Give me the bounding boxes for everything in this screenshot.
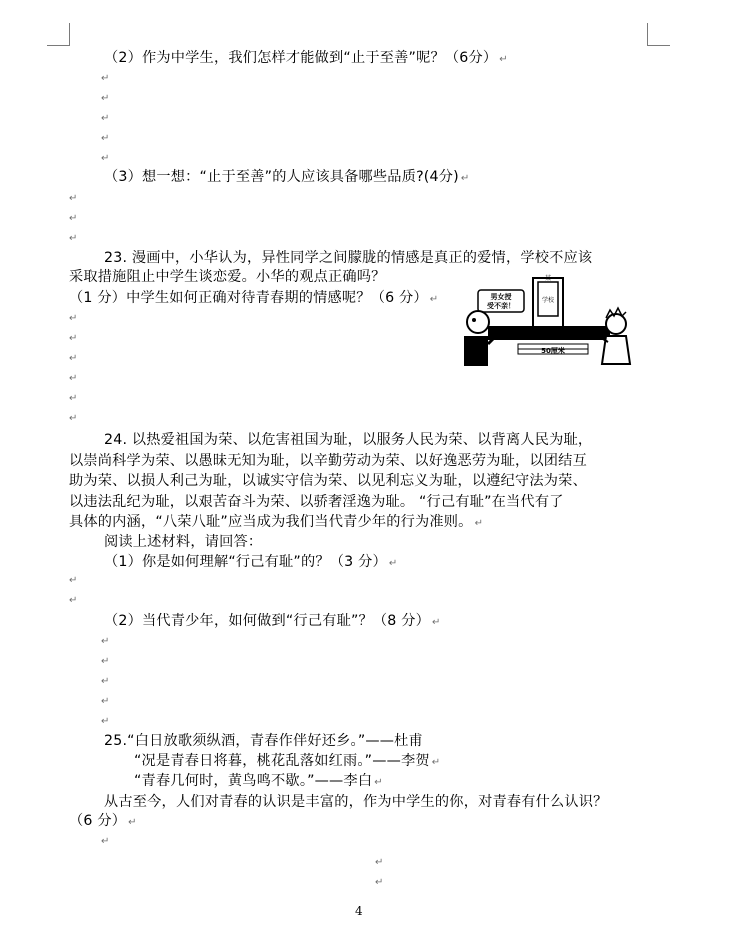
paragraph-mark-icon xyxy=(101,836,109,848)
crop-mark-top-right xyxy=(647,23,670,46)
paragraph-mark-icon xyxy=(475,518,484,529)
paragraph-mark-icon xyxy=(101,696,109,708)
paragraph-mark-icon xyxy=(69,193,77,205)
paragraph-mark-icon xyxy=(69,575,77,587)
q25-poem2: “况是青春日将暮，桃花乱落如红雨。”——李贺↵ xyxy=(134,751,440,773)
q24-part1: （1）你是如何理解“行己有耻”的？（3 分）↵ xyxy=(104,552,397,574)
paragraph-mark-icon xyxy=(69,595,77,607)
q22-part3-text: （3）想一想：“止于至善”的人应该具备哪些品质?(4分) xyxy=(104,169,459,185)
q24-part2: （2）当代青少年，如何做到“行己有耻”？（8 分）↵ xyxy=(104,611,441,633)
crop-mark-top-left xyxy=(47,23,70,46)
cartoon-top-label: 某 xyxy=(544,275,552,282)
q22-part3-line xyxy=(104,167,470,189)
paragraph-mark-icon xyxy=(69,333,77,345)
paragraph-mark-icon xyxy=(432,757,441,768)
q23-line3: （1 分）中学生如何正确对待青春期的情感呢？（6 分）↵ xyxy=(69,288,438,310)
paragraph-mark-icon xyxy=(375,877,383,889)
page-number: 4 xyxy=(355,904,363,918)
paragraph-mark-icon xyxy=(101,133,109,145)
paragraph-mark-icon xyxy=(375,857,383,869)
speech-bubble-line1: 男女授 xyxy=(490,293,512,301)
paragraph-mark-icon xyxy=(69,353,77,365)
q24-line5: 具体的内涵，“八荣八耻”应当成为我们当代青少年的行为准则。↵ xyxy=(69,512,483,534)
q24-instruction: 阅读上述材料，请回答： xyxy=(104,534,263,550)
q22-part2-text: （2）作为中学生，我们怎样才能做到“止于至善”呢？（6分） xyxy=(104,50,498,66)
distance-bar xyxy=(488,326,610,340)
paragraph-mark-icon xyxy=(432,617,441,628)
q24-line3: 助为荣、以损人利己为耻，以诚实守信为荣、以见利忘义为耻，以遵纪守法为荣、 xyxy=(69,473,587,489)
q25-poem3: “青春几何时，黄鸟鸣不歇。”——李白↵ xyxy=(134,771,383,793)
distance-label: 50厘米 xyxy=(541,347,565,355)
paragraph-mark-icon xyxy=(430,294,439,305)
q24-line1: 24. 以热爱祖国为荣、以危害祖国为耻，以服务人民为荣、以背离人民为耻， xyxy=(104,432,593,448)
q25-poem1: 25.“白日放歌须纵酒，青春作伴好还乡。”——杜甫 xyxy=(104,733,423,749)
q23-line1: 23. 漫画中，小华认为，异性同学之间朦胧的情感是真正的爱情，学校不应该 xyxy=(104,250,593,266)
paragraph-mark-icon xyxy=(101,676,109,688)
cartoon-illustration xyxy=(458,274,638,374)
paragraph-mark-icon xyxy=(101,656,109,668)
paragraph-mark-icon xyxy=(69,313,77,325)
paragraph-mark-icon xyxy=(461,173,470,184)
paragraph-mark-icon xyxy=(101,113,109,125)
paragraph-mark-icon xyxy=(499,54,508,65)
paragraph-mark-icon xyxy=(69,213,77,225)
q24-line2: 以崇尚科学为荣、以愚昧无知为耻，以辛勤劳动为荣、以好逸恶劳为耻，以团结互 xyxy=(69,453,587,469)
paragraph-mark-icon xyxy=(101,93,109,105)
paragraph-mark-icon xyxy=(69,233,77,245)
paragraph-mark-icon xyxy=(69,393,77,405)
q25-question-line2: （6 分）↵ xyxy=(69,811,137,833)
student-figure xyxy=(606,314,626,334)
paragraph-mark-icon xyxy=(128,817,137,828)
cartoon-wall-label: 学校 xyxy=(541,297,555,304)
paragraph-mark-icon xyxy=(374,777,383,788)
q25-question-line1: 从古至今，人们对青春的认识是丰富的，作为中学生的你，对青春有什么认识？ xyxy=(104,794,608,810)
q22-part2-line xyxy=(104,48,508,70)
paragraph-mark-icon xyxy=(389,558,398,569)
paragraph-mark-icon xyxy=(101,73,109,85)
paragraph-mark-icon xyxy=(101,636,109,648)
paragraph-mark-icon xyxy=(69,373,77,385)
speech-bubble-line2: 受不亲！ xyxy=(487,302,515,310)
paragraph-mark-icon xyxy=(101,153,109,165)
paragraph-mark-icon xyxy=(101,716,109,728)
q23-line2: 采取措施阻止中学生谈恋爱。小华的观点正确吗？ xyxy=(69,269,386,285)
teacher-figure xyxy=(467,311,489,333)
paragraph-mark-icon xyxy=(69,413,77,425)
q24-line4: 以违法乱纪为耻，以艰苦奋斗为荣、以骄奢淫逸为耻。 “行己有耻”在当代有了 xyxy=(69,494,564,510)
